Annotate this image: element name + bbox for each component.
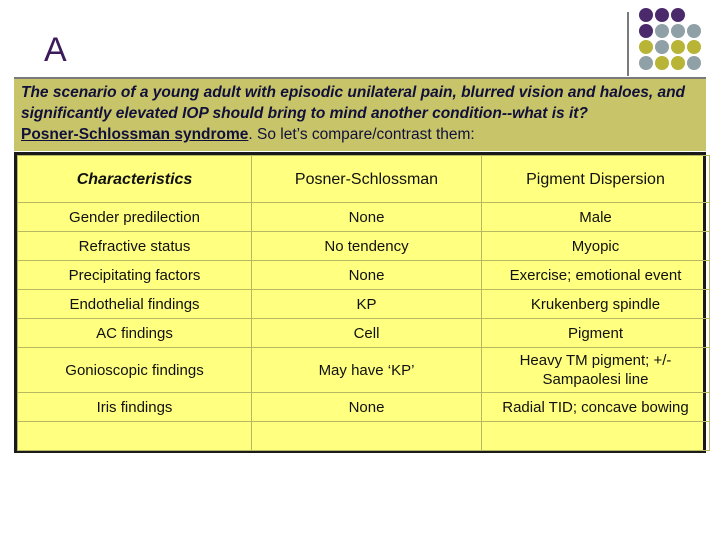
decorative-dot [687,24,701,38]
table-cell [482,422,710,451]
table-cell: Gonioscopic findings [18,348,252,393]
table-cell: Pigment [482,319,710,348]
table-cell: Male [482,203,710,232]
decorative-dot [671,56,685,70]
table-cell: Refractive status [18,232,252,261]
header-characteristics: Characteristics [18,156,252,203]
table-row [18,348,710,393]
decorative-dot [655,40,669,54]
table-row [18,232,710,261]
decorative-dot [639,56,653,70]
table-cell: None [252,203,482,232]
table-cell: KP [252,290,482,319]
table-header-row [18,156,710,203]
table-cell: No tendency [252,232,482,261]
table-row [18,261,710,290]
table-cell: Gender predilection [18,203,252,232]
table-cell: May have ‘KP’ [252,348,482,393]
decorative-dot [655,24,669,38]
table-row [18,290,710,319]
vertical-divider [627,12,629,76]
table-cell: Precipitating factors [18,261,252,290]
banner-answer: Posner-Schlossman syndrome [21,126,249,143]
question-banner [14,79,706,151]
table-cell: Krukenberg spindle [482,290,710,319]
decorative-dot [639,24,653,38]
header-pigment-dispersion: Pigment Dispersion [482,156,710,203]
banner-followup: . So let’s compare/contrast them: [248,126,475,143]
decorative-dot [687,40,701,54]
header-posner-schlossman: Posner-Schlossman [252,156,482,203]
decorative-dot [671,40,685,54]
table-cell [252,422,482,451]
table-cell: Heavy TM pigment; +/- Sampaolesi line [482,348,710,393]
decorative-dot [671,8,685,22]
table-row [18,203,710,232]
comparison-table [14,152,706,453]
table-cell [18,422,252,451]
decorative-dot [687,56,701,70]
table-row [18,393,710,422]
table-row [18,422,710,451]
decorative-dot [639,40,653,54]
table-cell: Iris findings [18,393,252,422]
decorative-dot [671,24,685,38]
decorative-dot [655,56,669,70]
table-cell: Exercise; emotional event [482,261,710,290]
table-row [18,319,710,348]
table-cell: Endothelial findings [18,290,252,319]
decorative-dot [639,8,653,22]
table-cell: Radial TID; concave bowing [482,393,710,422]
table-cell: Myopic [482,232,710,261]
slide-letter: A [44,31,67,69]
table-cell: AC findings [18,319,252,348]
decorative-dot [655,8,669,22]
table-cell: None [252,393,482,422]
table-cell: None [252,261,482,290]
table-cell: Cell [252,319,482,348]
banner-question: The scenario of a young adult with episodic unilateral pain, blurred vision and haloes, and significantly elevated IOP should bring to mind another condition--what is it? [21,84,686,122]
